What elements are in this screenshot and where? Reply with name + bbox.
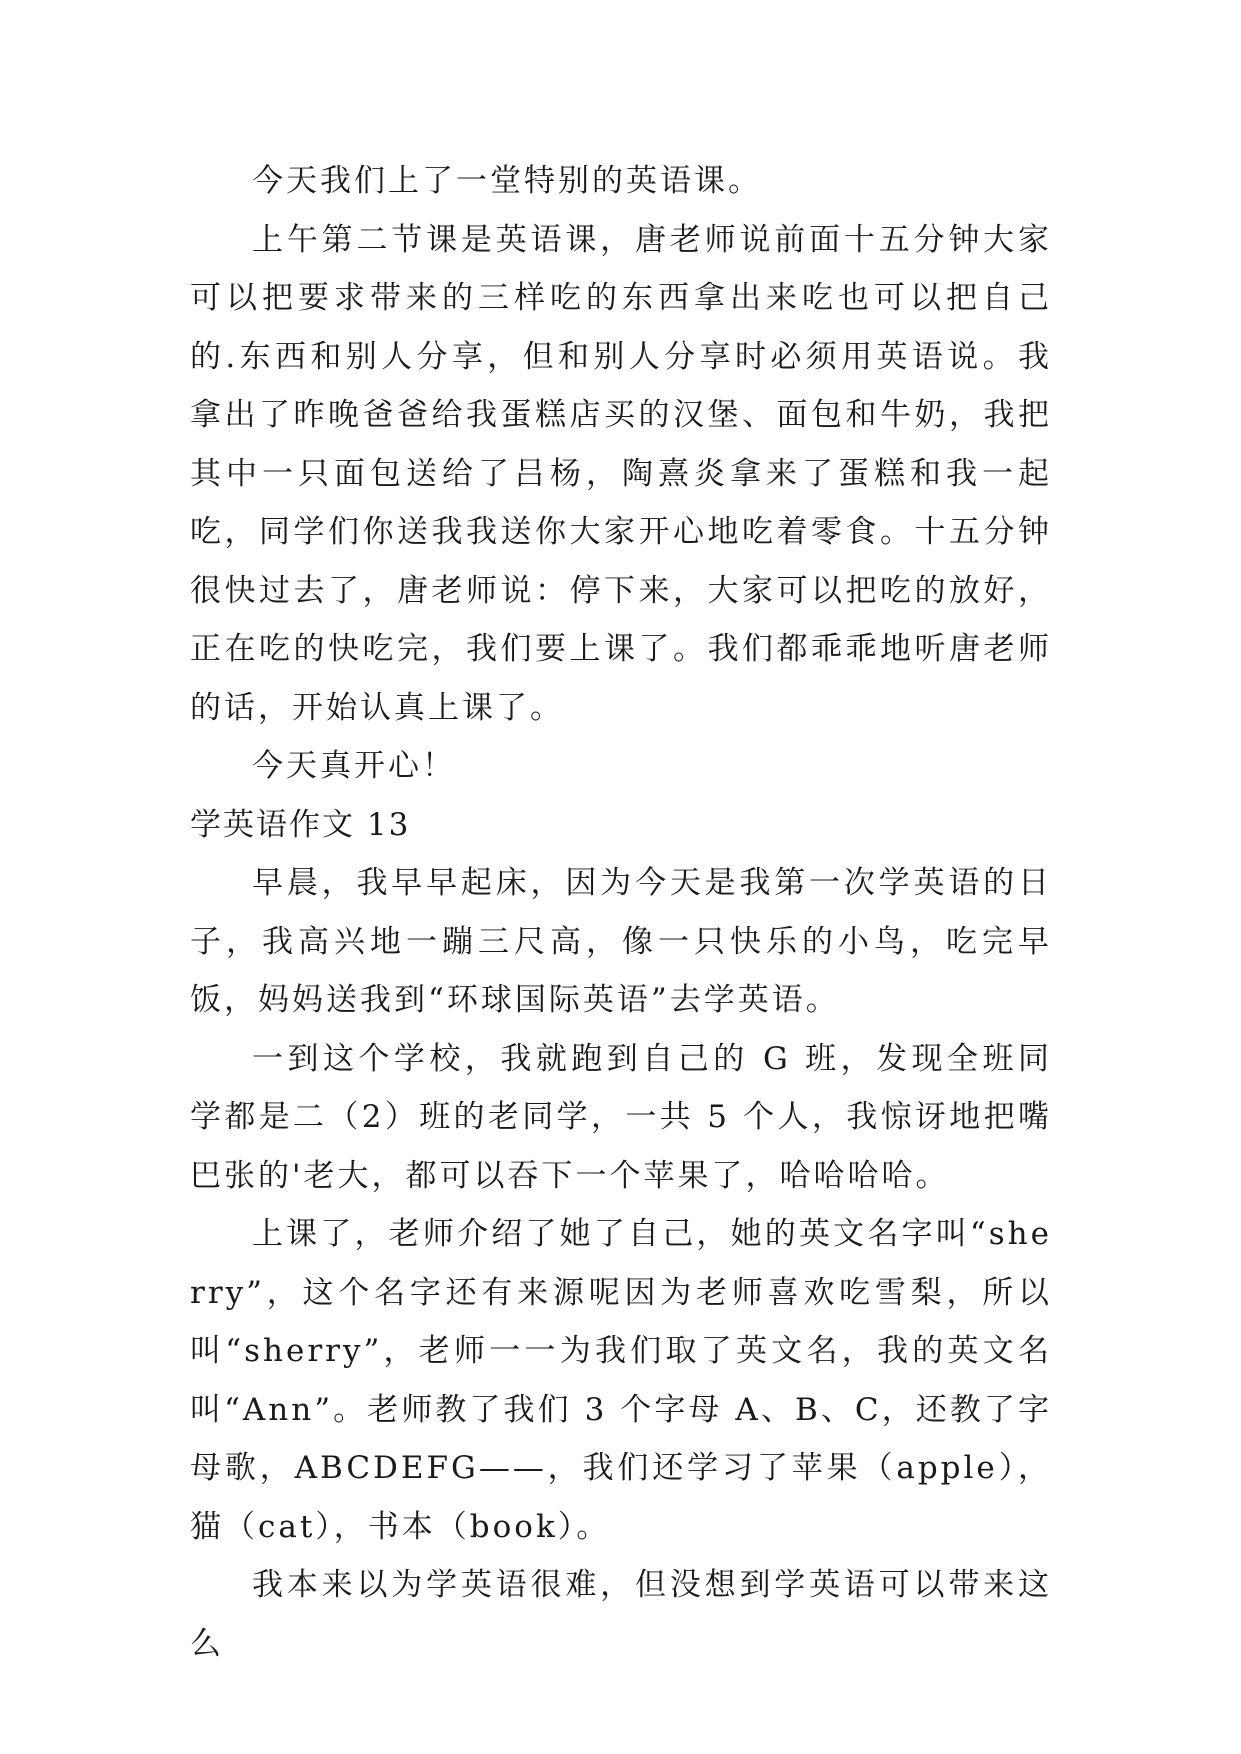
paragraph-3: 今天真开心！ — [252, 748, 456, 784]
paragraph-4: 早晨，我早早起床，因为今天是我第一次学英语的日子，我高兴地一蹦三尺高，像一只快乐的小鸟，吃完早饭，妈妈送我到“环球国际英语”去学英语。 — [190, 865, 1052, 1018]
paragraph-7: 我本来以为学英语很难，但没想到学英语可以带来这么 — [190, 1567, 1052, 1662]
document-body — [190, 152, 1052, 1673]
paragraph-2: 上午第二节课是英语课，唐老师说前面十五分钟大家可以把要求带来的三样吃的东西拿出来吃也可以把自己的.东西和别人分享，但和别人分享时必须用英语说。我拿出了昨晚爸爸给我蛋糕店买的汉堡、面包和牛奶，我把其中一只面包送给了吕杨，陶熹炎拿来了蛋糕和我一起吃，同学们你送我我送你大家开心地吃着零食。十五分钟很快过去了，唐老师说：停下来，大家可以把吃的放好，正在吃的快吃完，我们要上课了。我们都乖乖地听唐老师的话，开始认真上课了。 — [190, 221, 1052, 726]
paragraph-5: 一到这个学校，我就跑到自己的 G 班，发现全班同学都是二（2）班的老同学，一共 5 个人，我惊讶地把嘴巴张的'老大，都可以吞下一个苹果了，哈哈哈哈。 — [190, 1040, 1052, 1194]
paragraph-1: 今天我们上了一堂特别的英语课。 — [252, 163, 762, 199]
section-heading: 学英语作文 13 — [190, 806, 411, 843]
paragraph-6: 上课了，老师介绍了她了自己，她的英文名字叫“sherry”，这个名字还有来源呢因为老师喜欢吃雪梨，所以叫“sherry”，老师一一为我们取了英文名，我的英文名叫“Ann”。老师教了我们 3 个字母 A、B、C，还教了字母歌，ABCDEFG——，我们还学习了苹果（apple），猫（cat），书本（book）。 — [190, 1216, 1052, 1545]
